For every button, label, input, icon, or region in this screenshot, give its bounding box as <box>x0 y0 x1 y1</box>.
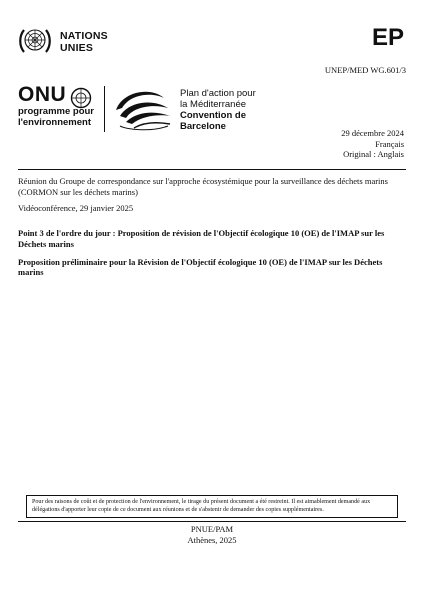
un-emblem-icon <box>18 24 52 58</box>
onu-line3: l'environnement <box>18 117 91 128</box>
footer-organization <box>0 524 424 545</box>
footer-place-year: Athènes, 2025 <box>187 534 237 545</box>
document-number: UNEP/MED WG.601/3 <box>324 65 406 75</box>
map-line3: Convention de <box>180 110 246 121</box>
agenda-item: Point 3 de l'ordre du jour : Proposition de révision de l'Objectif écologique 10 (OE) de l'IMAP sur les Déchets marins <box>18 228 385 249</box>
document-date: 29 décembre 2024 <box>341 128 404 138</box>
meeting-title: Réunion du Groupe de correspondance sur l'approche écosystémique pour la surveillance des déchets marins (CORMON sur les déchets marins) <box>18 176 388 197</box>
date-block <box>341 128 404 160</box>
document-title: Proposition préliminaire pour la Révision de l'Objectif écologique 10 (OE) de l'IMAP sur les Déchets marins <box>18 257 383 277</box>
map-line4: Barcelone <box>180 121 226 132</box>
map-line1: Plan d'action pour <box>180 88 256 99</box>
mediterranean-wave-emblem-icon <box>112 86 174 132</box>
un-name-line1: NATIONS <box>60 30 108 42</box>
map-line2: la Méditerranée <box>180 99 247 110</box>
un-name <box>60 30 108 54</box>
footer-org-name: PNUE/PAM <box>190 524 234 534</box>
footer-rule <box>18 521 406 522</box>
environment-note-box: Pour des raisons de coût et de protection de l'environnement, le tirage du présent document a été restreint. Il est aimablement demandé aux délégations d'apporter leur copie de ce document aux réunions et de s'abstenir de demander des copies supplémentaires. <box>26 495 398 518</box>
document-original-language: Original : Anglais <box>343 149 404 159</box>
logo-divider <box>104 86 105 132</box>
meeting-place-date: Vidéoconférence, 29 janvier 2025 <box>18 203 134 213</box>
unep-emblem-icon <box>70 87 92 109</box>
document-language: Français <box>375 138 404 149</box>
onu-line2: programme pour <box>18 106 95 117</box>
un-name-line2: UNIES <box>60 42 94 54</box>
header-rule <box>18 169 406 170</box>
document-symbol: EP <box>371 24 404 51</box>
map-logo-text <box>180 88 256 132</box>
onu-word: ONU <box>18 83 67 106</box>
